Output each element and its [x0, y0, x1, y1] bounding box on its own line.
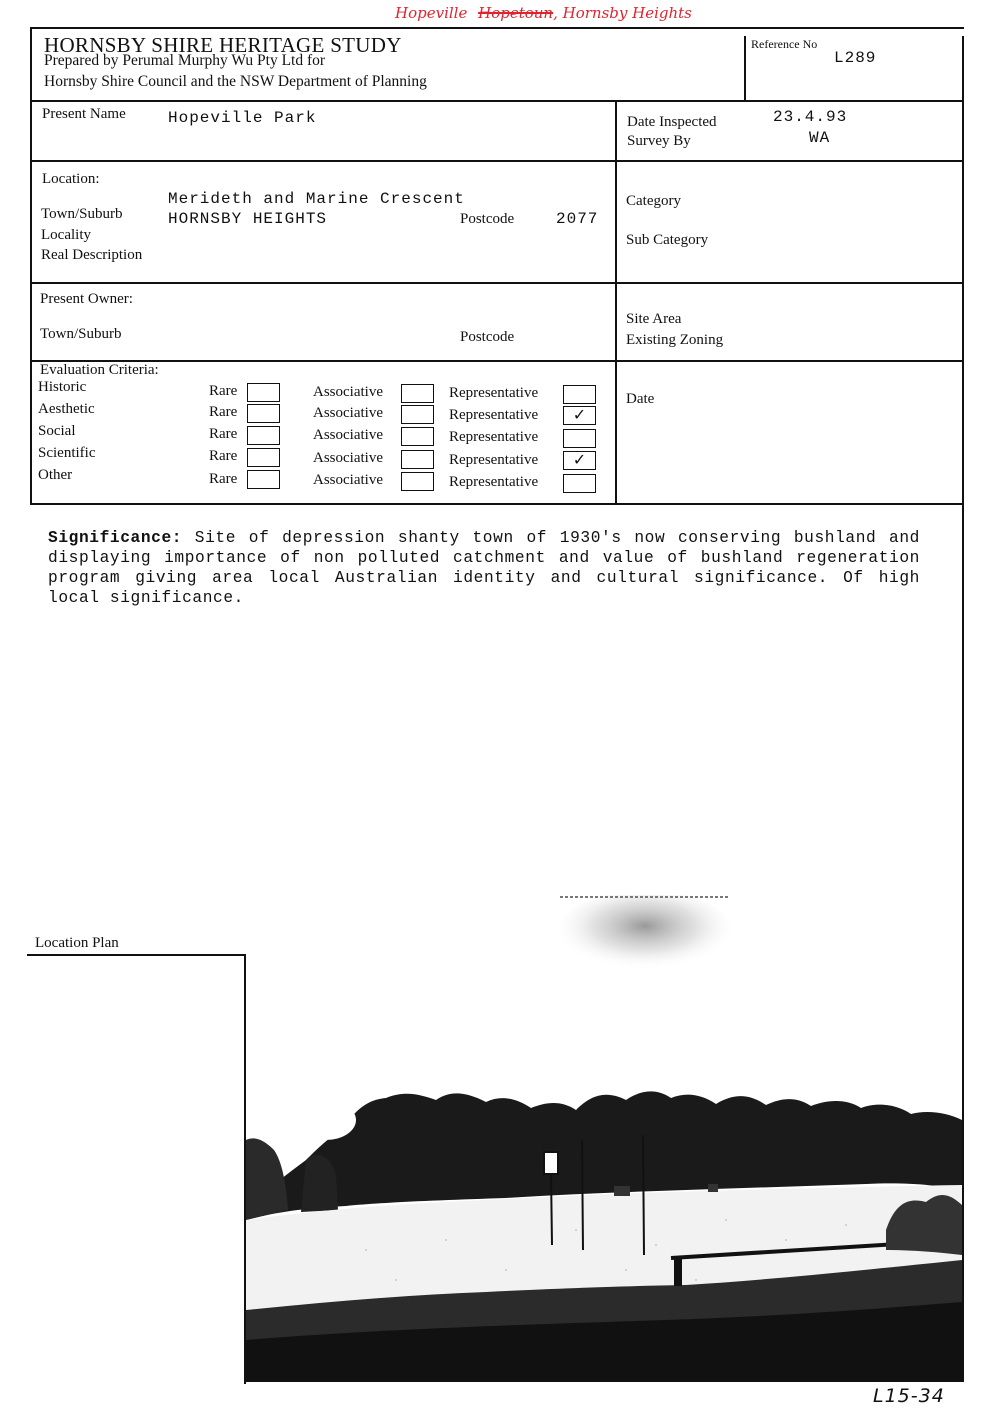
site-area-label: Site Area [626, 311, 682, 327]
representative-label: Representative [449, 385, 539, 401]
existing-zoning-label: Existing Zoning [626, 332, 724, 348]
significance-statement [48, 528, 920, 608]
form-title: HORNSBY SHIRE HERITAGE STUDY [44, 33, 402, 57]
criteria-name: Other [38, 467, 73, 483]
town-suburb-value: HORNSBY HEIGHTS [168, 210, 328, 228]
rare-checkbox[interactable] [247, 383, 280, 402]
representative-label: Representative [449, 407, 539, 423]
survey-by-value: WA [809, 129, 831, 147]
handwritten-place-name: Hopeville [395, 4, 468, 22]
criteria-name: Aesthetic [38, 401, 95, 417]
associative-label: Associative [313, 405, 383, 421]
representative-checkbox[interactable] [563, 474, 596, 493]
evaluation-label: Evaluation Criteria: [40, 362, 159, 378]
associative-checkbox[interactable] [401, 427, 434, 446]
date-inspected-label: Date Inspected [627, 114, 717, 130]
rare-label: Rare [209, 471, 238, 487]
survey-by-label: Survey By [627, 133, 691, 149]
present-name-label: Present Name [42, 106, 126, 122]
representative-checkbox[interactable]: ✓ [563, 451, 596, 470]
date-inspected-value: 23.4.93 [773, 108, 848, 126]
rare-label: Rare [209, 426, 238, 442]
associative-checkbox[interactable] [401, 405, 434, 424]
representative-checkbox[interactable] [563, 385, 596, 404]
location-label: Location: [42, 171, 100, 187]
owner-postcode-label: Postcode [460, 329, 515, 345]
owner-town-label: Town/Suburb [40, 326, 122, 342]
real-description-label: Real Description [41, 247, 143, 263]
associative-label: Associative [313, 450, 383, 466]
representative-label: Representative [449, 474, 539, 490]
representative-label: Representative [449, 452, 539, 468]
associative-label: Associative [313, 472, 383, 488]
postcode-label: Postcode [460, 211, 515, 227]
reference-value: L289 [834, 49, 877, 67]
present-name-value: Hopeville Park [168, 109, 317, 127]
present-owner-label: Present Owner: [40, 291, 133, 307]
handwritten-suburb: , Hornsby Heights [553, 4, 692, 22]
sub-category-label: Sub Category [626, 232, 709, 248]
photocopy-smudge [545, 895, 745, 975]
prepared-by: Prepared by Perumal Murphy Wu Pty Ltd for [44, 52, 326, 69]
representative-checkbox[interactable]: ✓ [563, 406, 596, 425]
significance-label: Significance: [48, 529, 183, 547]
rare-label: Rare [209, 383, 238, 399]
associative-checkbox[interactable] [401, 472, 434, 491]
address-value: Merideth and Marine Crescent [168, 190, 465, 208]
associative-checkbox[interactable] [401, 384, 434, 403]
associative-label: Associative [313, 427, 383, 443]
representative-label: Representative [449, 429, 539, 445]
rare-checkbox[interactable] [247, 448, 280, 467]
handwritten-annotation [395, 4, 692, 22]
associative-checkbox[interactable] [401, 450, 434, 469]
reference-label: Reference No [751, 37, 818, 51]
location-plan-label: Location Plan [35, 935, 119, 951]
rare-label: Rare [209, 404, 238, 420]
criteria-name: Scientific [38, 445, 96, 461]
associative-label: Associative [313, 384, 383, 400]
representative-checkbox[interactable] [563, 429, 596, 448]
handwritten-struck-word: Hopetoun [478, 4, 554, 22]
park-photograph [246, 1080, 962, 1380]
evaluation-date-label: Date [626, 391, 655, 407]
postcode-value: 2077 [556, 210, 599, 228]
prepared-for: Hornsby Shire Council and the NSW Department of Planning [44, 73, 427, 90]
category-label: Category [626, 193, 681, 209]
rare-checkbox[interactable] [247, 426, 280, 445]
rare-checkbox[interactable] [247, 470, 280, 489]
rare-label: Rare [209, 448, 238, 464]
criteria-name: Historic [38, 379, 87, 395]
page-reference: L15-34 [873, 1385, 945, 1407]
locality-label: Locality [41, 227, 91, 243]
significance-text: Site of depression shanty town of 1930's now conserving bushland and displaying importance of non polluted catchment and value of bushland regeneration program giving area local Australian identity and cultural significance. Of high local significance. [48, 529, 920, 607]
town-suburb-label: Town/Suburb [41, 206, 123, 222]
rare-checkbox[interactable] [247, 404, 280, 423]
criteria-name: Social [38, 423, 76, 439]
